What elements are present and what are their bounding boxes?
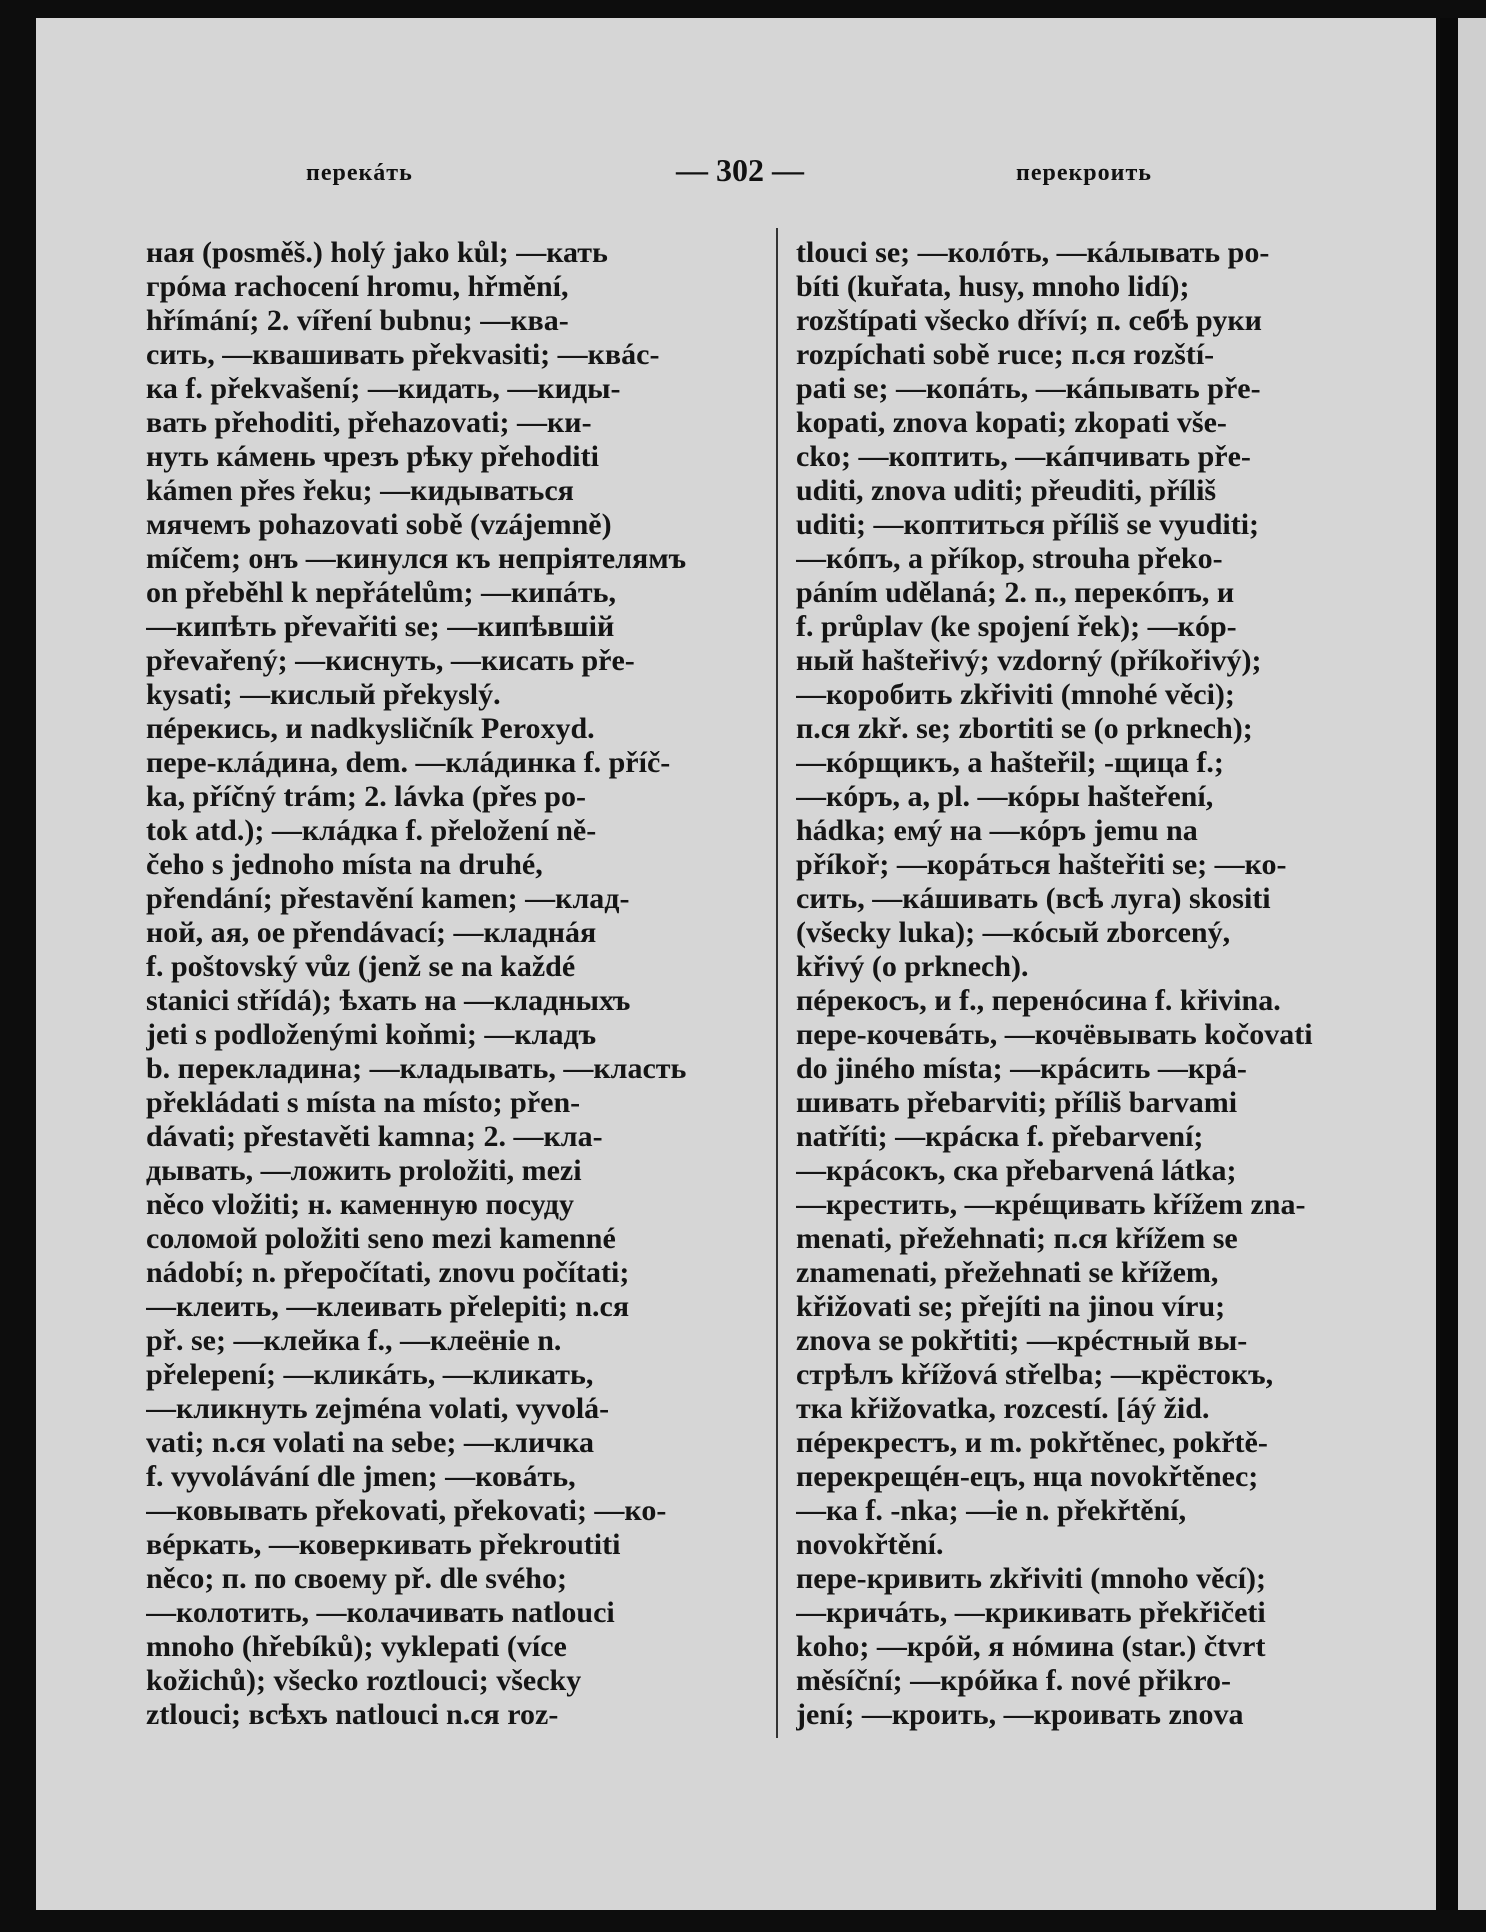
text-line: перекрещéн-ецъ, нца novokřtěnec; [796,1460,1259,1493]
text-line: příkoř; —корáться hašteřiti se; —ко- [796,848,1287,881]
text-line: ной, ая, ое přendávací; —кладнáя [146,916,597,949]
text-line: př. se; —клейка f., —клеёніе n. [146,1324,562,1357]
adjacent-page-edge [1440,18,1486,1910]
text-line: пéрекись, и nadkysličník Peroxyd. [146,712,595,745]
text-line: on přeběhl k nepřátelům; —кипáть, [146,576,616,609]
text-line: pati se; —копáть, —кáпывать pře- [796,372,1261,405]
text-line: ztlouci; всѣхъ natlouci n.ся roz- [146,1698,559,1731]
text-line: (všecky luka); —кóсый zborcený, [796,916,1231,949]
text-line: rozpíchati sobě ruce; п.ся rozští- [796,338,1215,371]
text-line: п.ся zkř. se; zbortiti se (o prknech); [796,712,1253,745]
text-line: грóма rachocení hromu, hřmění, [146,270,569,303]
text-line: kysati; —кислый překyslý. [146,678,501,711]
text-line: měsíční; —крóйка f. nové přikro- [796,1664,1231,1697]
text-line: —кóрщикъ, a hašteřil; -щица f.; [796,746,1224,779]
text-line: f. poštovský vůz (jenž se na každé [146,950,576,983]
text-line: kopati, znova kopati; zkopati vše- [796,406,1227,439]
text-line: překládati s místa na místo; přen- [146,1086,581,1119]
text-line: —кóръ, a, pl. —кóры hašteření, [796,780,1214,813]
text-line: něco vložiti; н. каменную посуду [146,1188,574,1221]
text-line: rozštípati všecko dříví; п. себѣ руки [796,304,1262,337]
header-right-headword: перекроить [1016,160,1152,186]
text-line: ная (posměš.) holý jako kůl; —кать [146,236,608,269]
text-line: uditi; —коптиться příliš se vyuditi; [796,508,1260,541]
text-line: —кликнуть zejména volati, vyvolá- [146,1392,610,1425]
text-line: тка křižovatka, rozcestí. [áý žid. [796,1392,1210,1425]
header-left-headword: перекáть [306,160,413,186]
text-line: —клеить, —клеивать přelepiti; n.ся [146,1290,630,1323]
text-line: křivý (o prknech). [796,950,1029,983]
text-line: kámen přes řeku; —кидываться [146,474,574,507]
text-line: стрѣлъ křížová střelba; —крёстокъ, [796,1358,1274,1391]
text-line: cko; —коптить, —кáпчивать pře- [796,440,1251,473]
text-line: пéрекосъ, и f., перенóсина f. křivina. [796,984,1281,1017]
text-line: uditi, znova uditi; přeuditi, příliš [796,474,1217,507]
text-line: мячемъ pohazovati sobě (vzájemně) [146,508,612,541]
text-line: шивать přebarviti; příliš barvami [796,1086,1238,1119]
text-line: пере-кочевáть, —кочёвывать kočovati [796,1018,1313,1051]
text-line: соломой položiti seno mezi kamenné [146,1222,616,1255]
text-line: —кóпъ, a příkop, strouha překo- [796,542,1223,575]
text-line: čeho s jednoho místa na druhé, [146,848,543,881]
text-line: сить, —кáшивать (всѣ луга) skositi [796,882,1271,915]
text-line: tok atd.); —клáдка f. přeložení ně- [146,814,597,847]
page-header [36,150,1436,200]
text-line: —ковывать překovati, překovati; —ко- [146,1494,667,1527]
text-line: křižovati se; přejíti na jinou víru; [796,1290,1226,1323]
text-line: páním udělaná; 2. п., перекóпъ, и [796,576,1235,609]
page-number: — 302 — [676,152,804,188]
text-line: пéрекрестъ, и m. pokřtěnec, pokřtě- [796,1426,1268,1459]
text-line: —ка f. -nka; —іе n. překřtění, [796,1494,1187,1527]
text-line: do jiného místa; —крáсить —крá- [796,1052,1247,1085]
right-column [796,236,1406,1732]
text-line: ка f. překvašení; —кидать, —киды- [146,372,621,405]
text-line: нуть кáмень чрезъ рѣку přehoditi [146,440,599,473]
text-line: —крестить, —крéщивать křížem zna- [796,1188,1306,1221]
text-line: сить, —квашивать překvasiti; —квáс- [146,338,660,371]
text-line: —коробить zkřiviti (mnohé věci); [796,678,1235,711]
text-line: mnoho (hřebíků); vyklepati (více [146,1630,567,1663]
text-line: dávati; přestavěti kamna; 2. —кла- [146,1120,603,1153]
text-line: b. перекладина; —кладывать, —класть [146,1052,687,1085]
text-line: пере-клáдина, dem. —клáдинка f. příč- [146,746,671,779]
left-column [146,236,756,1732]
text-line: jení; —кроить, —кроивать znova [796,1698,1244,1731]
text-line: znamenati, přežehnati se křížem, [796,1256,1219,1289]
text-line: vati; n.ся volati na sebe; —кличка [146,1426,595,1459]
text-line: f. vyvolávání dle jmen; —ковáть, [146,1460,576,1493]
text-line: stanici střídá); ѣхать на —кладныхъ [146,984,631,1017]
text-line: novokřtění. [796,1528,944,1561]
text-line: něco; п. по своему př. dle svého; [146,1562,567,1595]
text-line: hádka; емý на —кóръ jemu na [796,814,1198,847]
text-line: kožichů); všecko roztlouci; všecky [146,1664,582,1697]
text-line: ka, příčný trám; 2. lávka (přes po- [146,780,586,813]
text-line: bíti (kuřata, husy, mnoho lidí); [796,270,1190,303]
text-line: hřímání; 2. víření bubnu; —ква- [146,304,569,337]
text-line: převařený; —киснуть, —кисать pře- [146,644,635,677]
text-line: přendání; přestavění kamen; —клад- [146,882,630,915]
text-line: znova se pokřtiti; —крéстный вы- [796,1324,1248,1357]
text-line: вать přehoditi, přehazovati; —ки- [146,406,592,439]
text-line: —кипѣть převařiti se; —кипѣвшій [146,610,615,643]
text-line: —кричáть, —крикивать překřičeti [796,1596,1266,1629]
text-line: вéркать, —коверкивать překroutiti [146,1528,621,1561]
text-line: пере-кривить zkřiviti (mnoho věcí); [796,1562,1267,1595]
text-line: —колотить, —колачивать natlouci [146,1596,615,1629]
text-line: дывать, —ложить proložiti, mezi [146,1154,582,1187]
text-line: přelepení; —кликáть, —кликать, [146,1358,594,1391]
text-line: natříti; —крáска f. přebarvení; [796,1120,1204,1153]
text-line: míčem; онъ —кинулся къ непріятелямъ [146,542,687,575]
text-line: menati, přežehnati; п.ся křížem se [796,1222,1238,1255]
text-line: f. průplav (ke spojení řek); —кóр- [796,610,1237,643]
text-line: nádobí; n. přepočítati, znovu počítati; [146,1256,630,1289]
text-line: jeti s podloženými koňmi; —кладъ [146,1018,597,1051]
text-line: —крáсокъ, ска přebarvená látka; [796,1154,1237,1187]
text-line: ный hašteřivý; vzdorný (příkořivý); [796,644,1262,677]
dictionary-page [36,18,1436,1910]
text-line: tlouci se; —колóть, —кáлывать po- [796,236,1270,269]
column-divider [776,228,778,1738]
text-line: koho; —крóй, я нóмина (star.) čtvrt [796,1630,1266,1663]
